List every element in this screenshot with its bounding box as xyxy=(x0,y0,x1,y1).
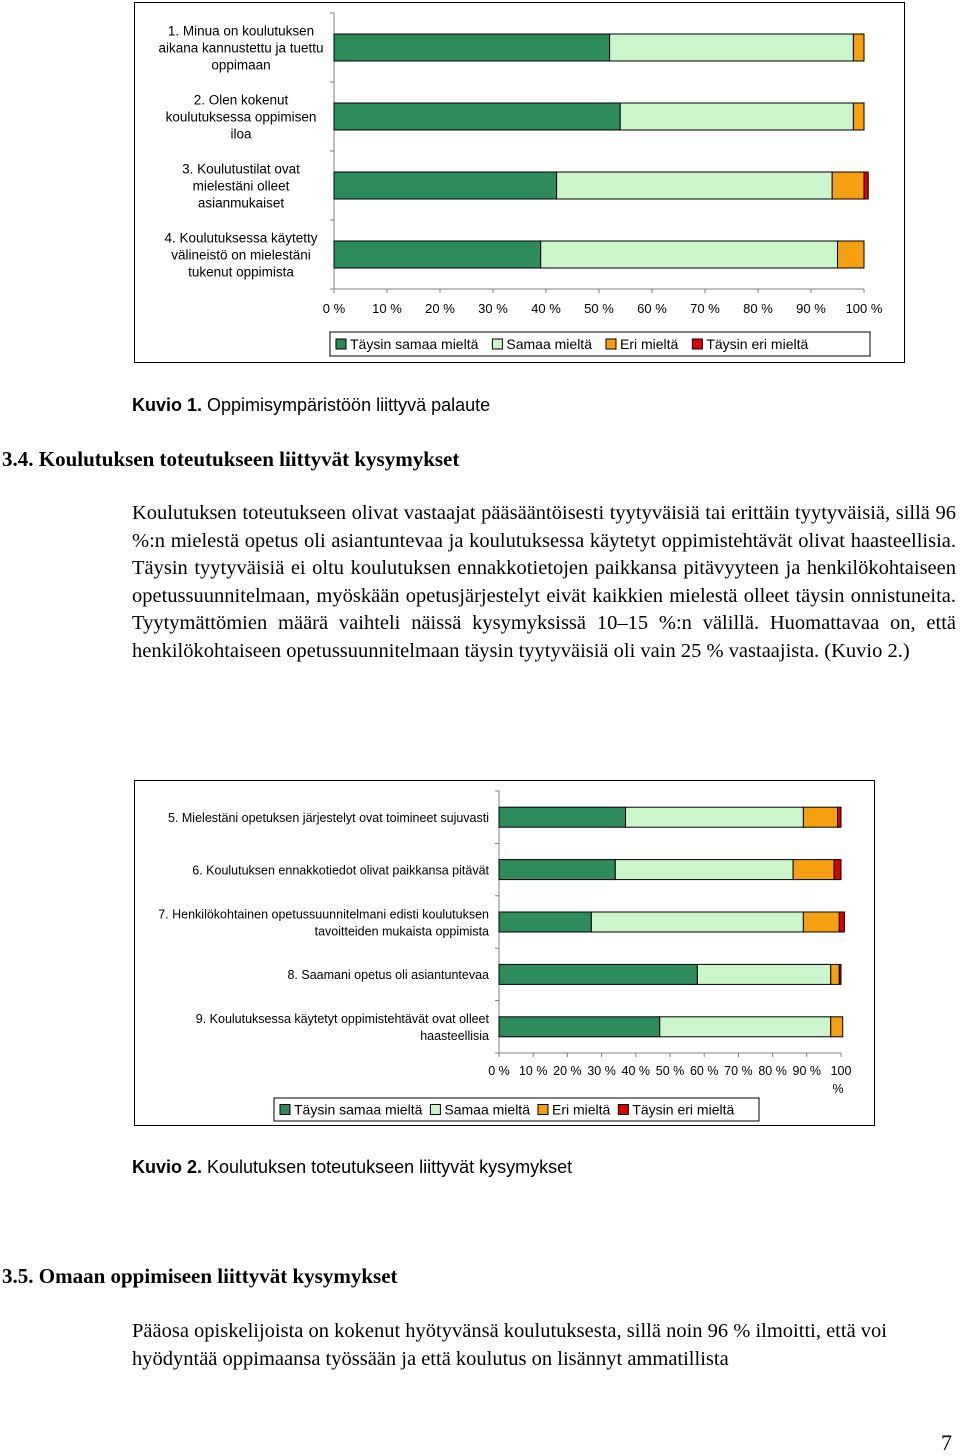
legend-swatch xyxy=(606,339,616,349)
x-tick-label: 100 % xyxy=(845,301,883,316)
x-tick-label: 80 % xyxy=(758,1064,787,1078)
section-3-4-heading: 3.4. Koulutuksen toteutukseen liittyvät kysymykset xyxy=(2,447,460,471)
bar-segment xyxy=(831,964,840,984)
x-tick-label: 30 % xyxy=(587,1064,616,1078)
x-tick-label: 30 % xyxy=(478,301,508,316)
x-tick-label: 20 % xyxy=(425,301,455,316)
bar-segment xyxy=(334,103,620,130)
bar-segment xyxy=(838,241,865,268)
legend-label: Täysin eri mieltä xyxy=(632,1101,735,1118)
bar-segment xyxy=(838,807,841,827)
page-number: 7 xyxy=(941,1430,952,1455)
bar-segment xyxy=(334,241,541,268)
legend-label: Samaa mieltä xyxy=(506,336,592,352)
bar-segment xyxy=(499,964,697,984)
chart-2-frame xyxy=(134,780,875,1126)
section-3-4-paragraph: Koulutuksen toteutukseen olivat vastaajat pääsääntöisesti tyytyväisiä tai erittäin tyytyväisiä, sillä 96 %:n mielestä opetus oli asiantuntevaa ja koulutuksessa käytetyt oppimistehtävät olivat haasteellisia. Täysin tyytyväisiä ei oltu koulutuksen ennakkotietojen paikkansa pitävyyteen ja henkilökohtaiseen opetussuunnitelmaan, myöskään opetusjärjestelyt eivät kaikkien mielestä olleet täysin onnistuneita. Tyytymättömien määrä vaihteli näissä kysymyksissä 10–15 %:n välillä. Huomattavaa on, että henkilökohtaiseen opetussuunnitelmaan täysin tyytyväisiä oli vain 25 % vastaajista. (Kuvio 2.) xyxy=(132,502,956,662)
section-3-5-paragraph: Pääosa opiskelijoista on kokenut hyötyvänsä koulutuksesta, sillä noin 96 % ilmoitti, että voi hyödyntää oppimaansa työssään ja että koulutus on lisännyt ammatillista xyxy=(132,1320,887,1370)
legend-swatch xyxy=(692,339,702,349)
bar-segment xyxy=(334,172,557,199)
bar-segment xyxy=(832,172,864,199)
bar-segment xyxy=(803,807,837,827)
bar-segment xyxy=(803,912,839,932)
legend-swatch xyxy=(538,1105,548,1115)
x-tick-label: 90 % xyxy=(796,301,826,316)
x-tick-label: 60 % xyxy=(689,1064,719,1078)
legend-label: Eri mieltä xyxy=(619,336,679,352)
category-label: aikana kannustettu ja tuettu xyxy=(158,40,324,56)
category-label: 7. Henkilökohtainen opetussuunnitelmani edisti koulutuksen xyxy=(158,907,489,922)
category-label: koulutuksessa oppimisen xyxy=(165,109,317,125)
legend-swatch xyxy=(618,1105,628,1115)
category-label: välineistö on mielestäni xyxy=(171,247,311,263)
x-tick-label: 80 % xyxy=(743,301,773,316)
bar-segment xyxy=(610,34,854,61)
x-tick-label: 100 xyxy=(830,1064,852,1078)
legend-swatch xyxy=(280,1105,290,1115)
bar-segment xyxy=(864,172,868,199)
chart-1 xyxy=(135,3,904,362)
x-tick-label-unit: % xyxy=(832,1082,844,1096)
bar-segment xyxy=(499,807,626,827)
x-tick-label: 90 % xyxy=(792,1064,822,1078)
bar-segment xyxy=(541,241,838,268)
x-tick-label: 0 % xyxy=(488,1064,510,1078)
x-tick-label: 20 % xyxy=(553,1064,582,1078)
bar-segment xyxy=(660,1017,831,1037)
legend-label: Eri mieltä xyxy=(551,1101,611,1118)
figure-1-caption xyxy=(132,395,490,416)
figure-1-title: Oppimisympäristöön liittyvä palaute xyxy=(202,395,491,415)
bar-segment xyxy=(793,860,834,880)
bar-segment xyxy=(831,1017,843,1037)
category-label: 9. Koulutuksessa käytetyt oppimistehtävät ovat olleet xyxy=(195,1012,489,1027)
chart-2 xyxy=(135,781,874,1125)
legend-swatch xyxy=(430,1105,440,1115)
section-3-5-heading: 3.5. Omaan oppimiseen liittyvät kysymykset xyxy=(2,1264,398,1288)
bar-segment xyxy=(834,860,841,880)
category-label: 8. Saamani opetus oli asiantuntevaa xyxy=(287,968,489,983)
bar-segment xyxy=(499,860,615,880)
x-tick-label: 50 % xyxy=(655,1064,685,1078)
bar-segment xyxy=(334,34,610,61)
bar-segment xyxy=(853,34,864,61)
figure-2-label: Kuvio 2. xyxy=(132,1157,203,1177)
figure-2-title: Koulutuksen toteutukseen liittyvät kysymykset xyxy=(202,1157,573,1177)
bar-segment xyxy=(853,103,864,130)
category-label: tukenut oppimista xyxy=(188,264,294,280)
category-label: 2. Olen kokenut xyxy=(193,92,289,108)
x-tick-label: 70 % xyxy=(724,1064,753,1078)
bar-segment xyxy=(839,912,844,932)
bar-segment xyxy=(620,103,853,130)
category-label: tavoitteiden mukaista oppimista xyxy=(314,924,489,939)
x-tick-label: 40 % xyxy=(531,301,561,316)
figure-2-caption xyxy=(132,1157,572,1178)
category-label: 5. Mielestäni opetuksen järjestelyt ovat toimineet sujuvasti xyxy=(168,810,489,825)
bar-segment xyxy=(839,964,841,984)
x-tick-label: 70 % xyxy=(690,301,720,316)
figure-1-label: Kuvio 1. xyxy=(132,395,203,415)
bar-segment xyxy=(615,860,793,880)
legend-label: Samaa mieltä xyxy=(444,1101,530,1118)
category-label: 1. Minua on koulutuksen xyxy=(167,23,315,39)
category-label: oppimaan xyxy=(211,57,271,73)
bar-segment xyxy=(499,912,591,932)
legend-swatch xyxy=(336,339,346,349)
x-tick-label: 50 % xyxy=(584,301,614,316)
category-label: haasteellisia xyxy=(420,1029,489,1044)
category-label: iloa xyxy=(230,126,252,142)
bar-segment xyxy=(591,912,803,932)
category-label: 4. Koulutuksessa käytetty xyxy=(164,230,318,246)
bar-segment xyxy=(557,172,833,199)
category-label: 3. Koulutustilat ovat xyxy=(182,161,300,177)
x-tick-label: 10 % xyxy=(372,301,402,316)
x-tick-label: 40 % xyxy=(621,1064,651,1078)
legend-label: Täysin samaa mieltä xyxy=(350,336,479,352)
category-label: asianmukaiset xyxy=(197,195,285,211)
legend-swatch xyxy=(492,339,502,349)
x-tick-label: 10 % xyxy=(518,1064,548,1078)
chart-1-frame xyxy=(134,2,905,363)
legend-label: Täysin samaa mieltä xyxy=(294,1101,423,1118)
bar-segment xyxy=(499,1017,660,1037)
bar-segment xyxy=(626,807,804,827)
x-tick-label: 60 % xyxy=(637,301,667,316)
legend-label: Täysin eri mieltä xyxy=(706,336,809,352)
category-label: mielestäni olleet xyxy=(192,178,290,194)
category-label: 6. Koulutuksen ennakkotiedot olivat paikkansa pitävät xyxy=(192,863,489,878)
bar-segment xyxy=(697,964,830,984)
x-tick-label: 0 % xyxy=(322,301,346,316)
